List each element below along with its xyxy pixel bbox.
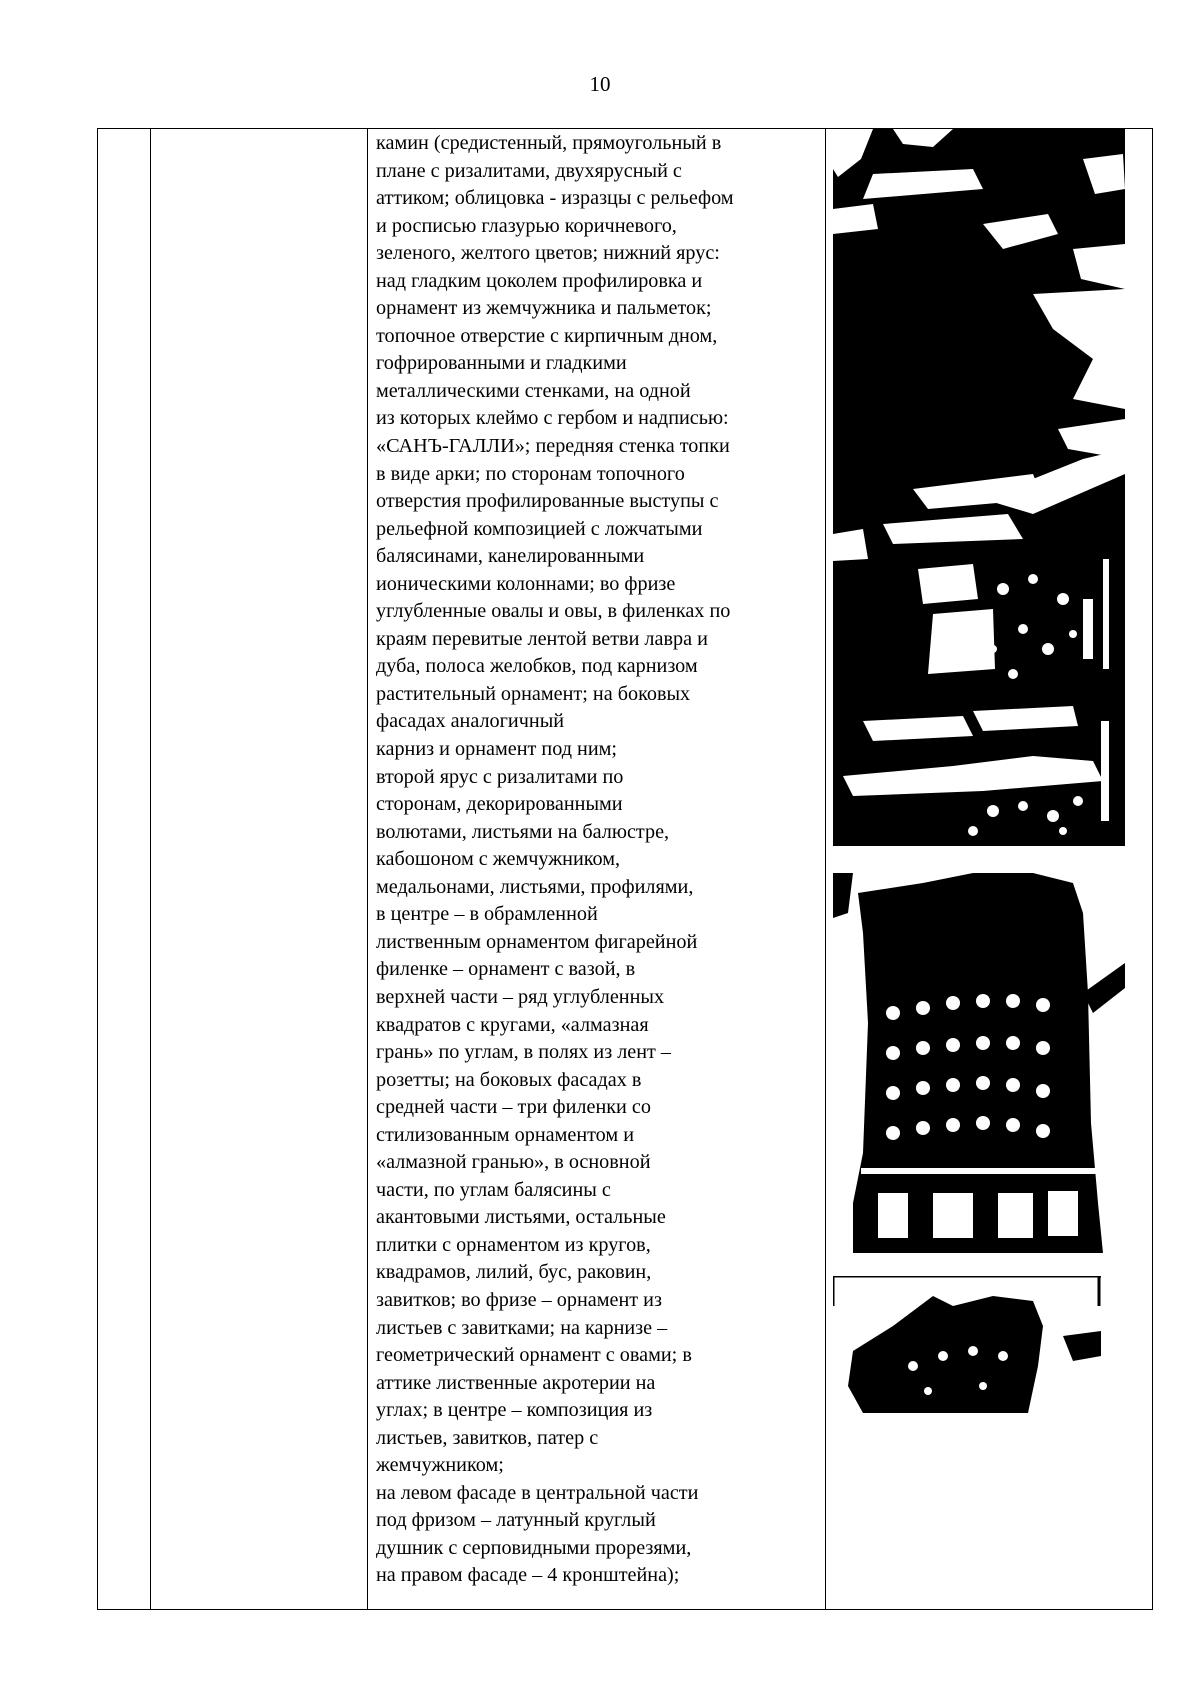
description-line: жемчужником; [376,1454,504,1477]
description-line: аттике лиственные акротерии на [376,1371,656,1394]
description-line: грань» по углам, в полях из лент – [376,1041,672,1064]
page-number: 10 [589,72,611,96]
description-line: и росписью глазурью коричневого, [376,214,677,237]
description-line: средней части – три филенки со [376,1096,651,1119]
description-line: лиственным орнаментом фигарейной [376,930,698,953]
description-cell [368,129,826,1610]
description-line: плане с ризалитами, двухярусный с [376,159,682,182]
description-line: ионическими колоннами; во фризе [376,572,676,595]
description-line: «алмазной гранью», в основной [376,1151,651,1174]
fireplace-photo-lower-tier [833,129,1125,726]
description-line: растительный орнамент; на боковых [376,682,691,705]
description-line: в центре – в обрамленной [376,903,598,926]
description-line: под фризом – латунный круглый [376,1509,656,1532]
description-line: топочное отверстие с кирпичным дном, [376,324,718,347]
description-line: камин (средистенный, прямоугольный в [376,132,722,154]
object-description-table [97,128,1153,1610]
description-line: на правом фасаде – 4 кронштейна); [376,1564,680,1587]
description-line: рельефной композицией с ложчатыми [376,517,703,540]
description-line: стилизованным орнаментом и [376,1123,635,1146]
description-line: верхней части – ряд углубленных [376,985,665,1008]
description-line: медальонами, листьями, профилями, [376,875,694,898]
description-line: отверстия профилированные выступы с [376,490,719,513]
object-name-cell [151,129,368,1610]
description-line: карниз и орнамент под ним; [376,738,618,761]
description-line: гофрированными и гладкими [376,352,627,375]
description-line: кабошоном с жемчужником, [376,848,621,871]
description-line: в виде арки; по сторонам топочного [376,462,685,485]
description-line: части, по углам балясины с [376,1178,611,1201]
description-line: филенке – орнамент с вазой, в [376,958,636,981]
description-line: углах; в центре – композиция из [376,1399,653,1422]
description-line: квадратов с кругами, «алмазная [376,1013,649,1036]
description-line: из которых клеймо с гербом и надписью: [376,407,729,430]
description-line: завитков; во фризе – орнамент из [376,1288,662,1311]
fireplace-photo-second-tier [833,691,1125,846]
fireplace-photo-attic [833,1276,1101,1413]
description-line: листьев, завитков, патер с [376,1426,599,1449]
description-line: металлическими стенками, на одной [376,379,691,402]
description-text [376,130,819,1590]
description-line: геометрический орнамент с овами; в [376,1344,692,1367]
description-line: углубленные овалы и овы, в филенках по [376,600,731,623]
description-line: душник с серповидными прорезями, [376,1536,692,1559]
description-line: второй ярус с ризалитами по [376,765,624,788]
description-line: волютами, листьями на балюстре, [376,820,670,843]
description-line: плитки с орнаментом из кругов, [376,1233,651,1256]
description-line: зеленого, желтого цветов; нижний ярус: [376,242,720,265]
description-line: фасадах аналогичный [376,710,565,733]
description-line: на левом фасаде в центральной части [376,1481,699,1504]
description-line: дуба, полоса желобков, под карнизом [376,655,698,678]
fireplace-photo-full-view [833,873,1125,1253]
index-cell [98,129,151,1610]
description-line: акантовыми листьями, остальные [376,1206,666,1229]
table-row [98,129,1153,1610]
photo-cell [826,129,1153,1610]
description-line: листьев с завитками; на карнизе – [376,1316,668,1339]
description-line: орнамент из жемчужника и пальметок; [376,297,712,320]
description-line: краям перевитые лентой ветви лавра и [376,627,708,650]
description-line: над гладким цоколем профилировка и [376,269,703,292]
description-line: аттиком; облицовка - изразцы с рельефом [376,187,734,210]
description-line: сторонам, декорированными [376,793,623,816]
description-line: «САНЪ-ГАЛЛИ»; передняя стенка топки [376,435,730,458]
description-line: розетты; на боковых фасадах в [376,1068,642,1091]
description-line: балясинами, канелированными [376,545,645,568]
description-line: квадрамов, лилий, бус, раковин, [376,1261,652,1284]
